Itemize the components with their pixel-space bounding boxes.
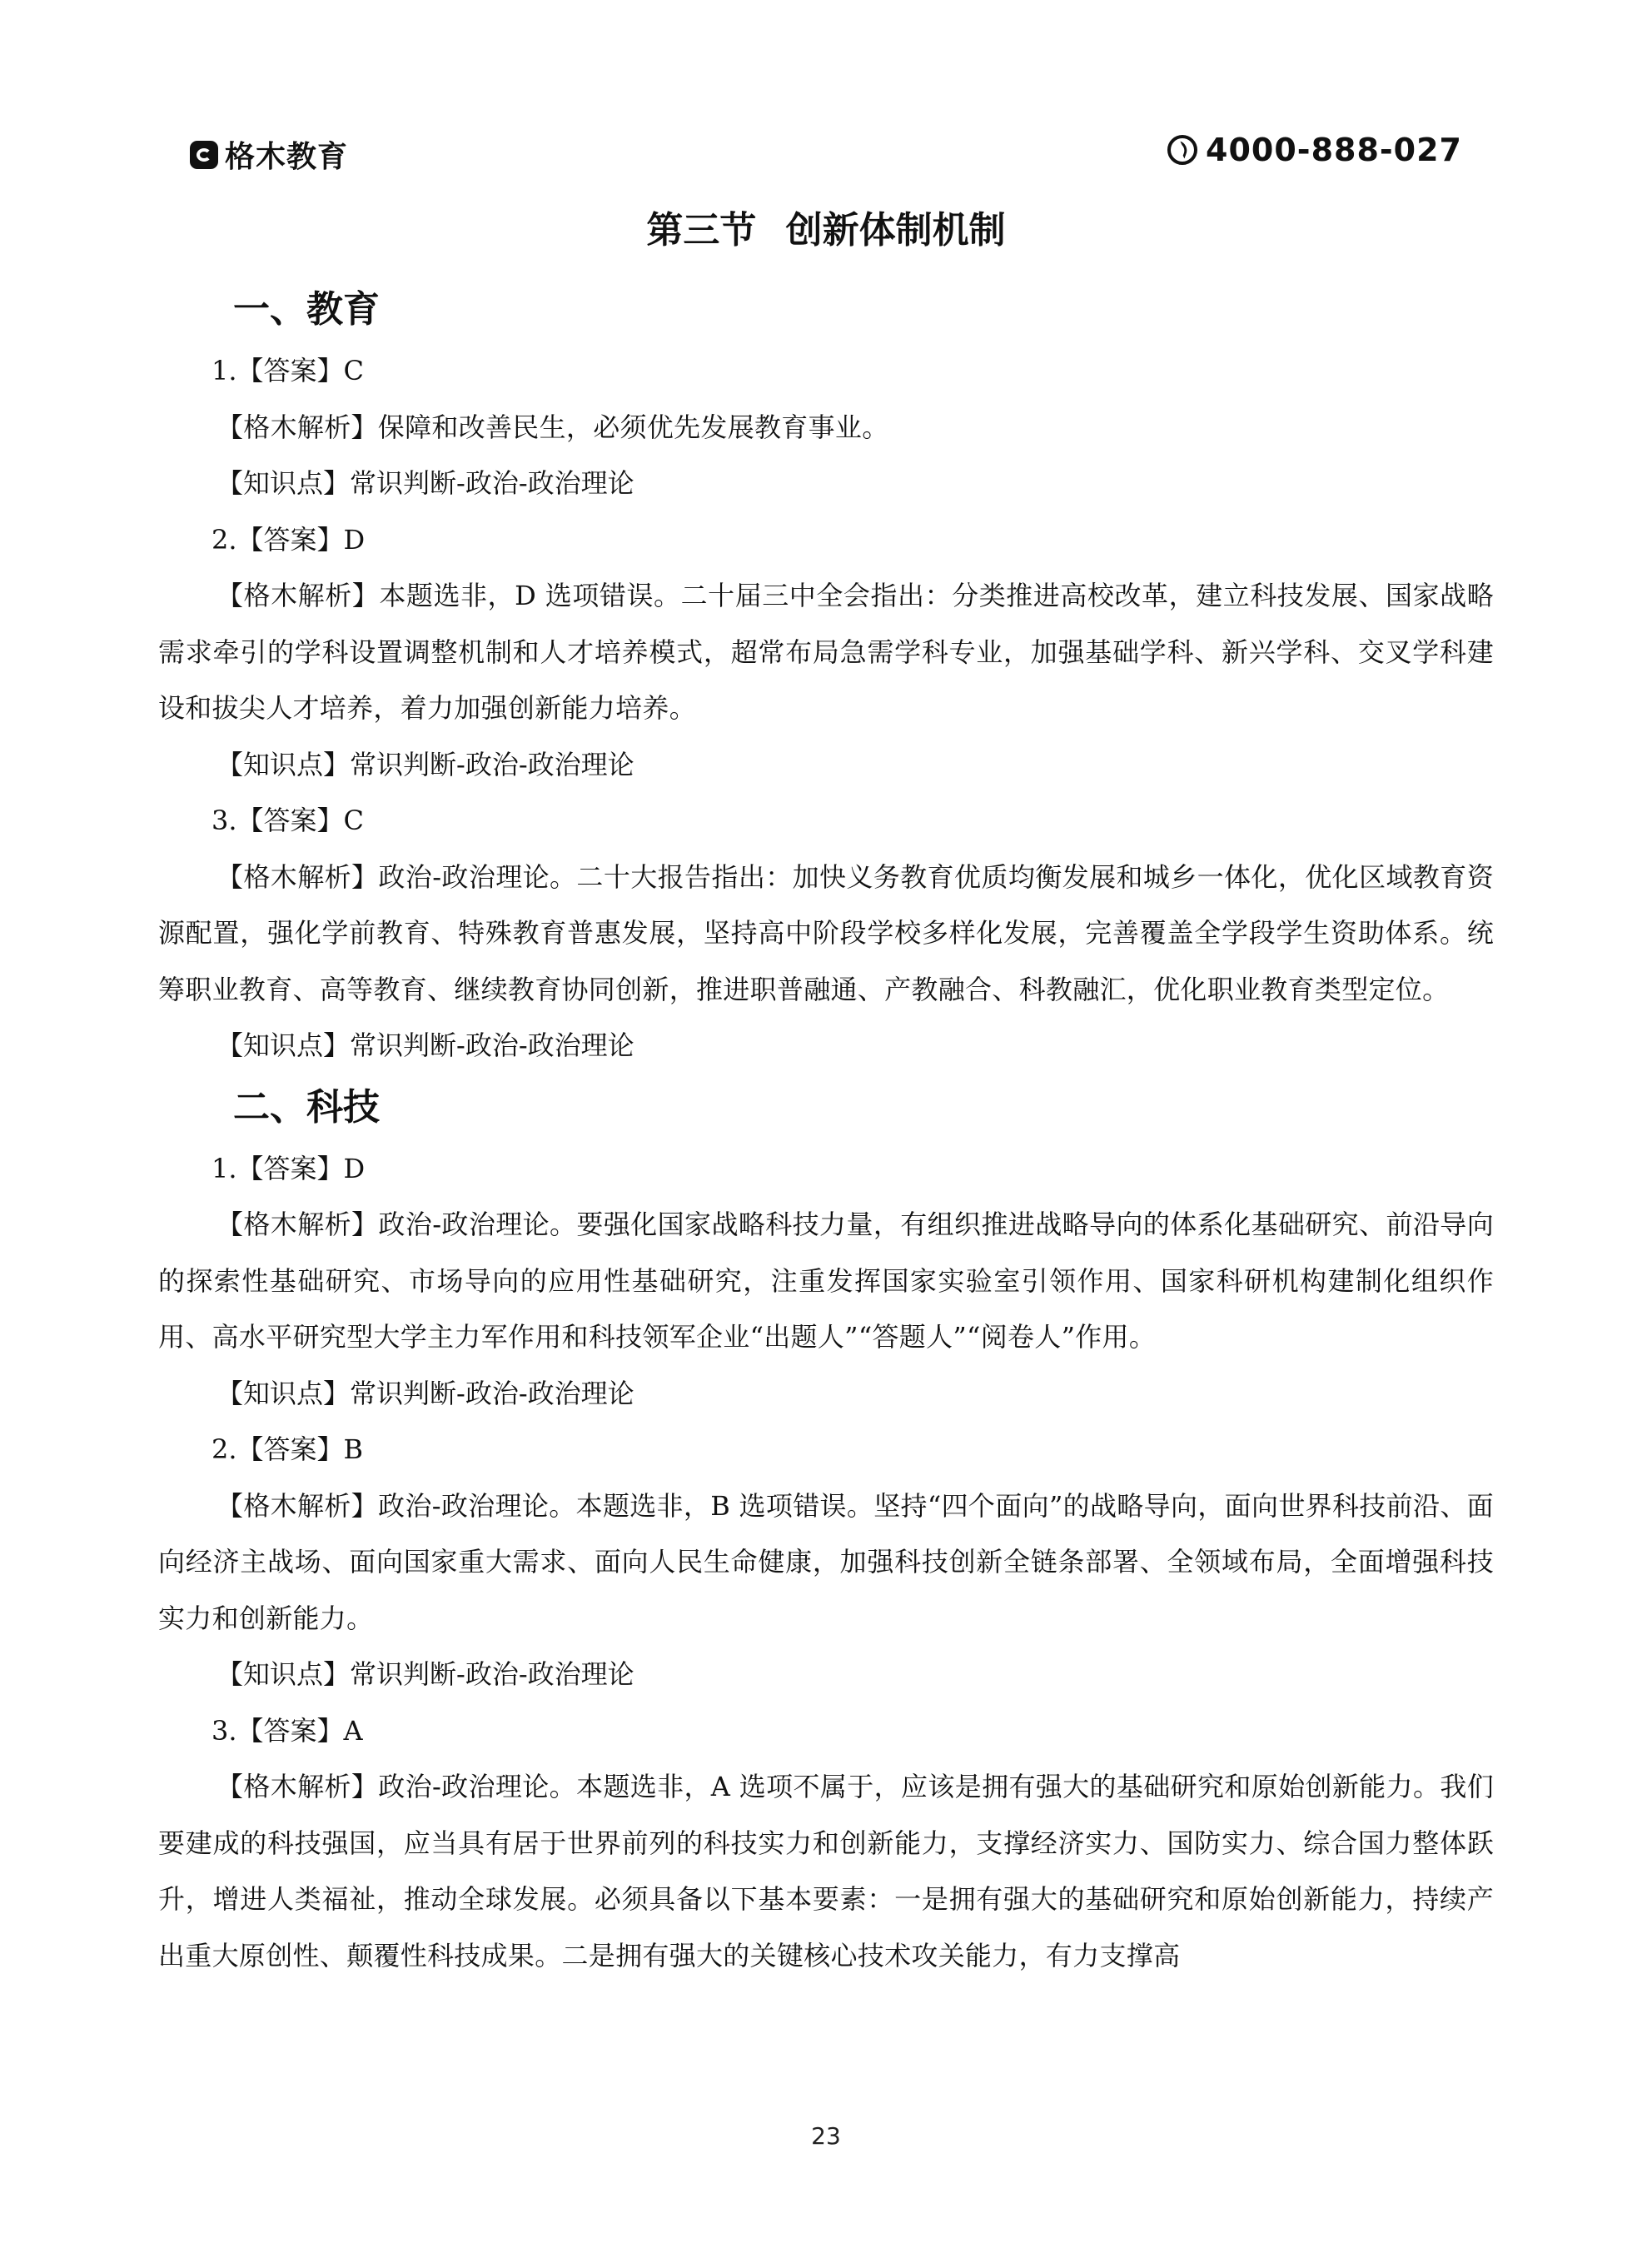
analysis-paragraph: 【格木解析】政治-政治理论。本题选非，A 选项不属于，应该是拥有强大的基础研究和原始创新能力。我们要建成的科技强国，应当具有居于世界前列的科技实力和创新能力，支撑经济实力、国防实力、综合国力整体跃升，增进人类福祉，推动全球发展。必须具备以下基本要素：一是拥有强大的基础研究和原始创新能力，持续产出重大原创性、颠覆性科技成果。二是拥有强大的关键核心技术攻关能力，有力支撑高	[158, 1771, 1494, 1971]
answer-line: 2.【答案】B	[211, 1433, 364, 1465]
section-technology	[158, 1074, 1494, 1985]
analysis-paragraph: 【格木解析】政治-政治理论。二十大报告指出：加快义务教育优质均衡发展和城乡一体化，优化区域教育资源配置，强化学前教育、特殊教育普惠发展，坚持高中阶段学校多样化发展，完善覆盖全学段学生资助体系。统筹职业教育、高等教育、继续教育协同创新，推进职普融通、产教融合、科教融汇，优化职业教育类型定位。	[158, 860, 1494, 1005]
page-number: 23	[811, 2122, 841, 2150]
logo-icon	[190, 141, 218, 169]
page-header	[0, 0, 1652, 174]
section-education	[158, 277, 1494, 1074]
knowledge-point: 【知识点】常识判断-政治-政治理论	[216, 1029, 634, 1061]
knowledge-point: 【知识点】常识判断-政治-政治理论	[216, 1658, 634, 1690]
answer-line: 2.【答案】D	[211, 523, 366, 556]
answer-line: 1.【答案】D	[211, 1152, 366, 1184]
brand-logo	[190, 133, 348, 176]
phone-icon	[1167, 135, 1197, 165]
knowledge-point: 【知识点】常识判断-政治-政治理论	[216, 467, 634, 499]
section-title: 第三节 创新体制机制	[646, 209, 1006, 252]
page-content	[158, 198, 1494, 1984]
knowledge-point: 【知识点】常识判断-政治-政治理论	[216, 748, 634, 780]
phone-contact	[1167, 132, 1462, 168]
knowledge-point: 【知识点】常识判断-政治-政治理论	[216, 1377, 634, 1409]
logo-text: 格木教育	[225, 140, 349, 174]
analysis-paragraph: 【格木解析】本题选非，D 选项错误。二十届三中全会指出：分类推进高校改革，建立科技发展、国家战略需求牵引的学科设置调整机制和人才培养模式，超常布局急需学科专业，加强基础学科、新兴学科、交叉学科建设和拔尖人才培养，着力加强创新能力培养。	[158, 580, 1494, 724]
answer-line: 1.【答案】C	[211, 355, 365, 386]
analysis-paragraph: 【格木解析】保障和改善民生，必须优先发展教育事业。	[216, 411, 889, 443]
analysis-paragraph: 【格木解析】政治-政治理论。本题选非，B 选项错误。坚持“四个面向”的战略导向，面向世界科技前沿、面向经济主战场、面向国家重大需求、面向人民生命健康，加强科技创新全链条部署、全领域布局，全面增强科技实力和创新能力。	[158, 1489, 1494, 1634]
analysis-paragraph: 【格木解析】政治-政治理论。要强化国家战略科技力量，有组织推进战略导向的体系化基础研究、前沿导向的探索性基础研究、市场导向的应用性基础研究，注重发挥国家实验室引领作用、国家科研机构建制化组织作用、高水平研究型大学主力军作用和科技领军企业“出题人”“答题人”“阅卷人”作用。	[158, 1209, 1494, 1353]
answer-line: 3.【答案】C	[211, 805, 365, 836]
answer-line: 3.【答案】A	[211, 1714, 363, 1747]
section-heading: 二、科技	[233, 1085, 380, 1129]
section-heading: 一、教育	[233, 288, 380, 331]
phone-number: 4000-888-027	[1206, 132, 1462, 168]
